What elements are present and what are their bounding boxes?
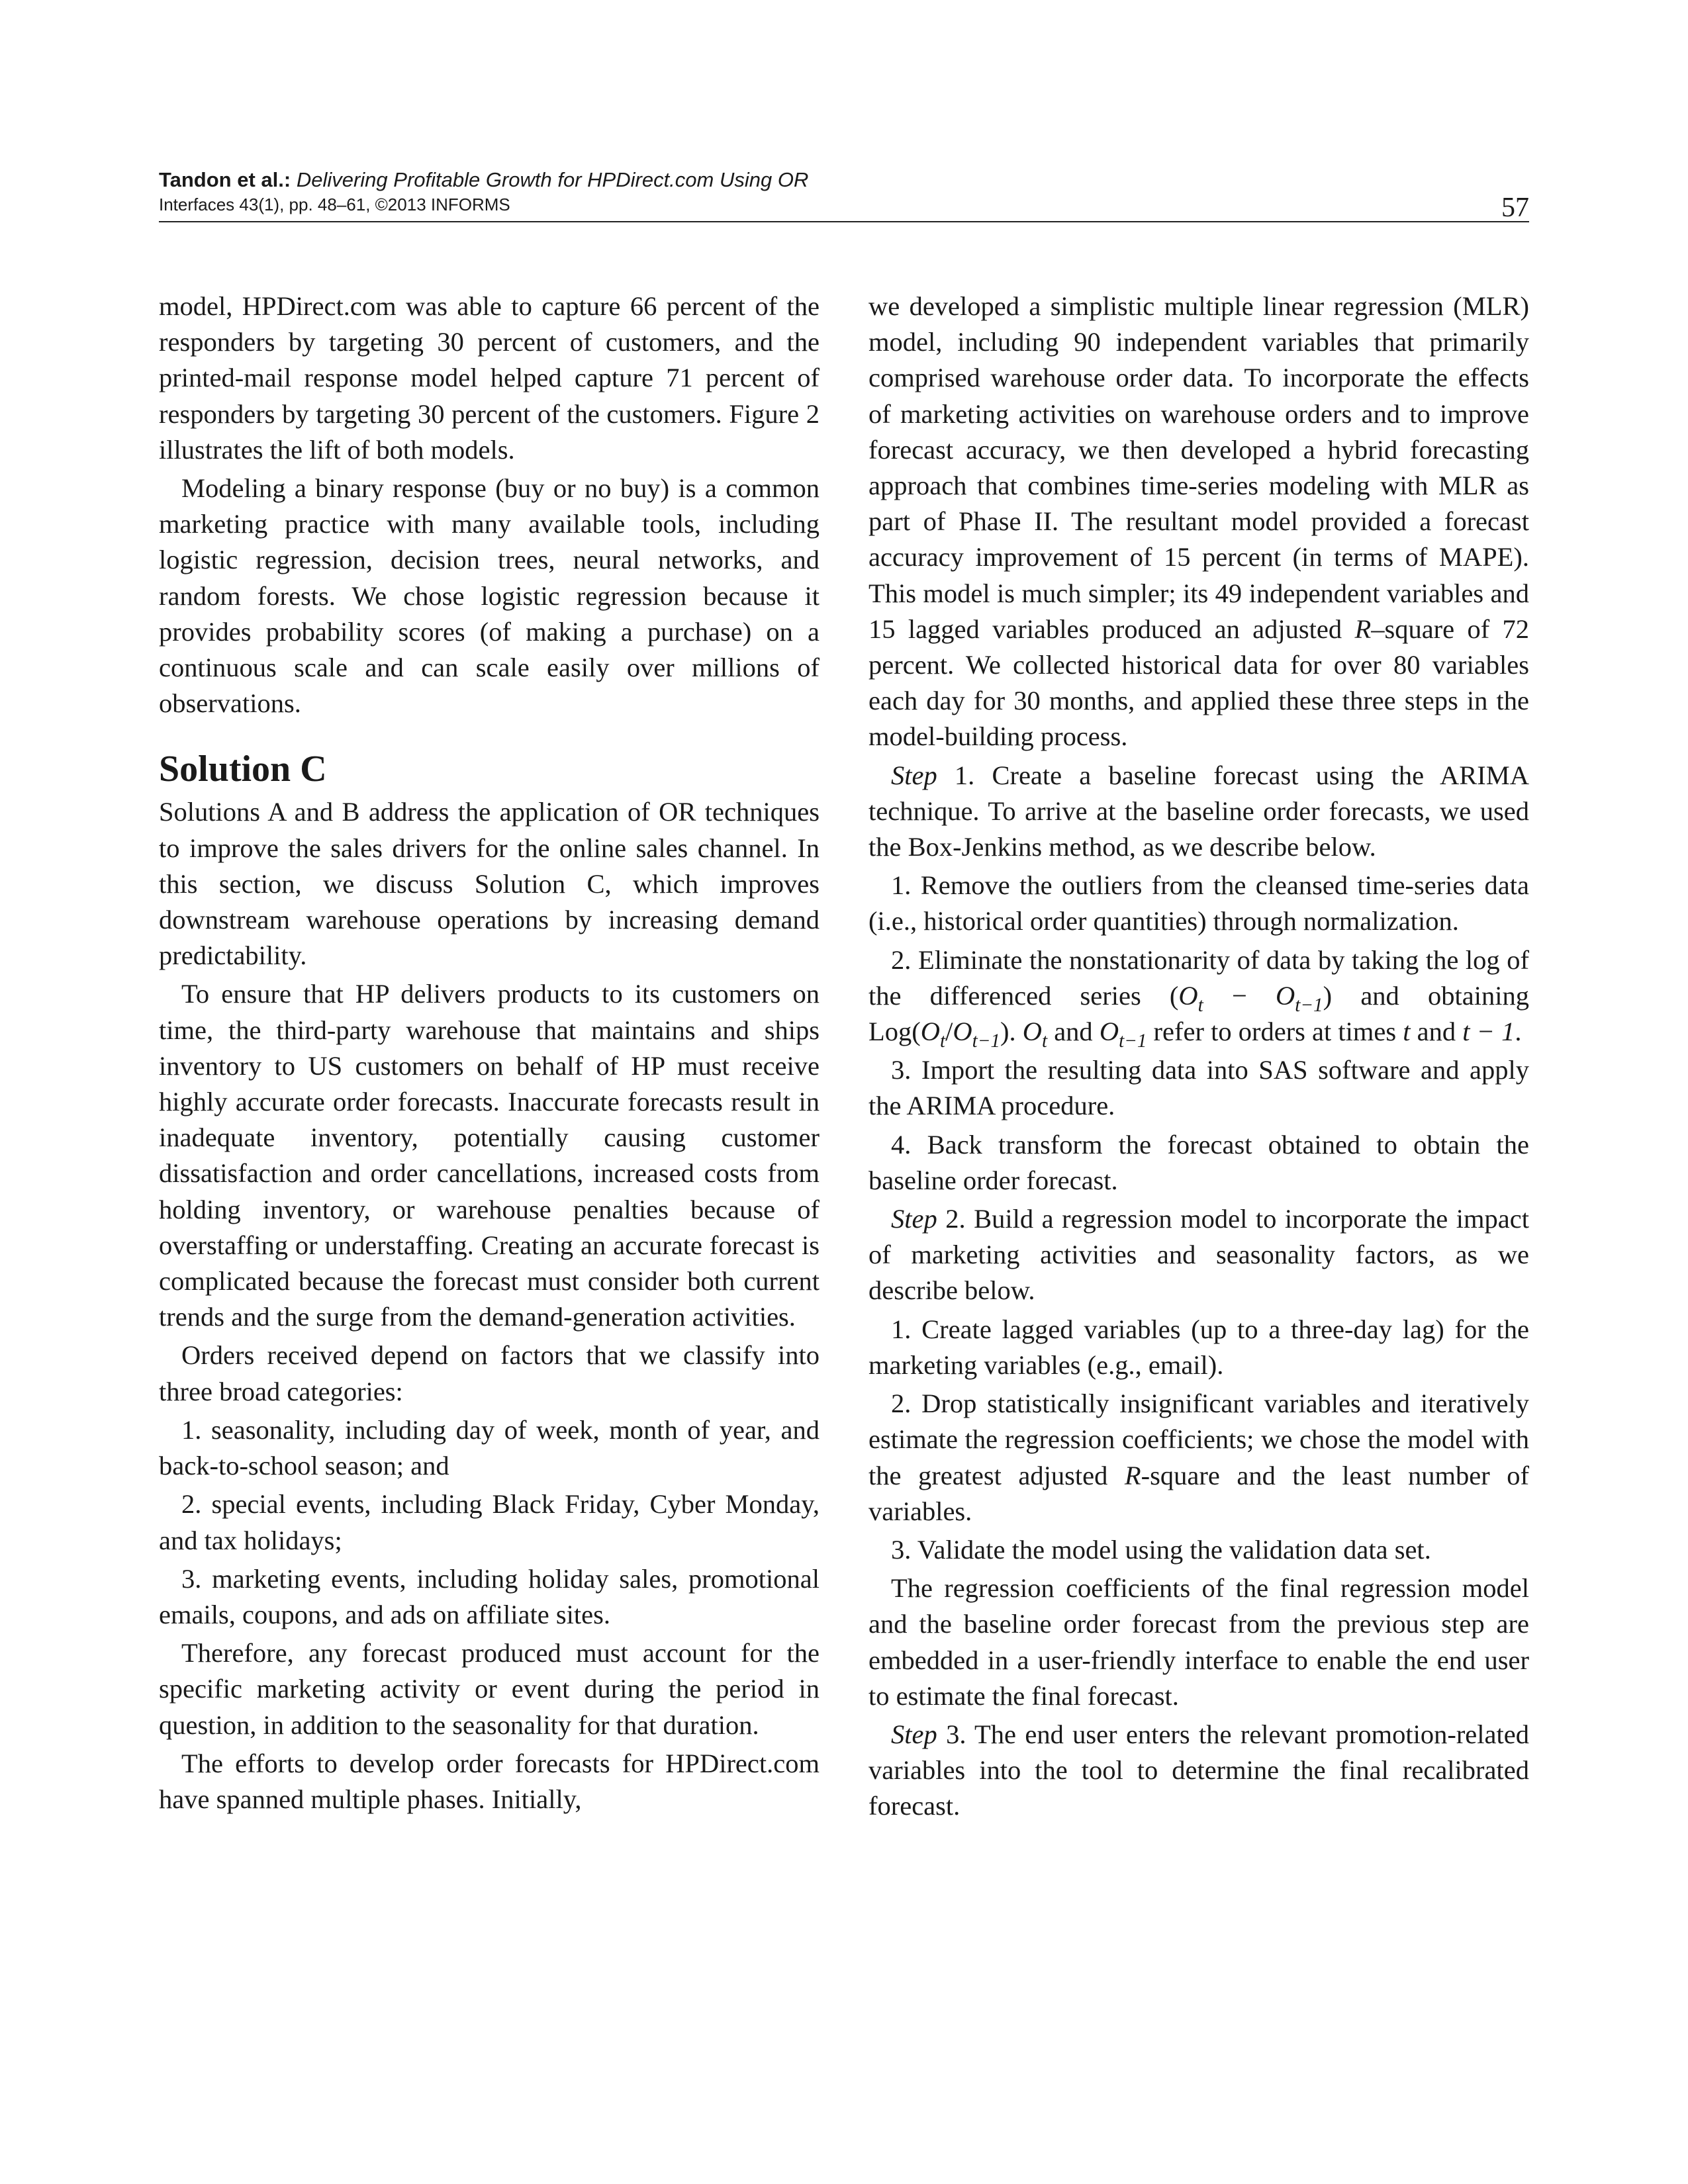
paragraph: model, HPDirect.com was able to capture 66 percent of the responders by targeting 30 percent of customers, and the printed-mail response model helped capture 71 percent of responders by targeting 30 percent of the customers. Figure 2 illustrates the lift of both models.	[159, 291, 820, 465]
step-3: Step 3. The end user enters the relevant promotion-related variables into the tool to determine the final recalibrated forecast.	[868, 1719, 1529, 1821]
paragraph: To ensure that HP delivers products to its customers on time, the third-party warehouse that maintains and ships inventory to US customers on behalf of HP must receive highly accurate order forecasts. Inaccurate forecasts result in inadequate inventory, potentially causing customer dissatisfaction and order cancellations, increased costs from holding inventory, or warehouse penalties because of overstaffing or understaffing. Creating an accurate forecast is complicated because the forecast must consider both current trends and the surge from the demand-generation activities.	[159, 979, 820, 1332]
step-2: Step 2. Build a regression model to incorporate the impact of marketing activities and seasonality factors, as we describe below.	[868, 1204, 1529, 1306]
right-column	[868, 289, 1529, 1825]
paragraph: Modeling a binary response (buy or no buy) is a common marketing practice with many available tools, including logistic regression, decision trees, neural networks, and random forests. We chose logistic regression because it provides probability scores (of making a purchase) on a continuous scale and can scale easily over millions of observations.	[159, 473, 820, 719]
list-item: 3. marketing events, including holiday sales, promotional emails, coupons, and ads on affiliate sites.	[159, 1563, 820, 1629]
running-head-authors: Tandon et al.:	[159, 168, 291, 191]
step-label: Step	[891, 1719, 937, 1749]
running-head-journal: Interfaces 43(1), pp. 48–61, ©2013 INFORMS	[159, 195, 510, 214]
list-item: 1. seasonality, including day of week, month of year, and back-to-school season; and	[159, 1414, 820, 1481]
list-item: 3. Import the resulting data into SAS software and apply the ARIMA procedure.	[868, 1055, 1529, 1121]
step-1: Step 1. Create a baseline forecast using the ARIMA technique. To arrive at the baseline order forecasts, we used the Box-Jenkins method, as we describe below.	[868, 760, 1529, 862]
paragraph: Orders received depend on factors that we classify into three broad categories:	[159, 1340, 820, 1406]
page-number: 57	[1501, 193, 1529, 223]
paragraph: we developed a simplistic multiple linear regression (MLR) model, including 90 independent variables that primarily comprised warehouse order data. To incorporate the effects of marketing activities on warehouse orders and to improve forecast accuracy, we then developed a hybrid forecasting approach that combines time-series modeling with MLR as part of Phase II. The resultant model provided a forecast accuracy improvement of 15 percent (in terms of MAPE). This model is much simpler; its 49 independent variables and 15 lagged variables produced an adjusted R–square of 72 percent. We collected historical data for over 80 variables each day for 30 months, and applied these three steps in the model-building process.	[868, 291, 1530, 752]
list-item: 2. special events, including Black Friday, Cyber Monday, and tax holidays;	[159, 1489, 820, 1555]
paragraph: Solutions A and B address the application of OR techniques to improve the sales drivers for the online sales channel. In this section, we discuss Solution C, which improves downstream warehouse operations by increasing demand predictability.	[159, 797, 820, 971]
left-column	[159, 289, 820, 1817]
paragraph: Therefore, any forecast produced must account for the specific marketing activity or event during the period in question, in addition to the seasonality for that duration.	[159, 1638, 820, 1740]
list-item: 2. Drop statistically insignificant variables and iteratively estimate the regression coefficients; we chose the model with the greatest adjusted R-square and the least number of variables.	[868, 1388, 1530, 1526]
running-head-citation	[159, 167, 1529, 193]
running-head-title: Delivering Profitable Growth for HPDirect.com Using OR	[296, 168, 809, 191]
paragraph: The efforts to develop order forecasts for HPDirect.com have spanned multiple phases. Initially,	[159, 1748, 820, 1814]
step-label: Step	[891, 760, 937, 790]
list-item: 4. Back transform the forecast obtained to obtain the baseline order forecast.	[868, 1129, 1529, 1195]
running-head	[159, 167, 1529, 223]
section-heading: Solution C	[159, 749, 327, 790]
list-item: 3. Validate the model using the validation data set.	[891, 1534, 1431, 1565]
list-item: 2. Eliminate the nonstationarity of data by taking the log of the differenced series $(O_t - O_{t-1})$ and obtaining $Log(O_t/O_{t-1})$. $O_t$ and $O_{t-1}$ refer to orders at times t and t − 1.	[868, 944, 1529, 1052]
paragraph: The regression coefficients of the final regression model and the baseline order forecast from the previous step are embedded in a user-friendly interface to enable the end user to estimate the final forecast.	[868, 1573, 1529, 1711]
step-label: Step	[891, 1204, 937, 1234]
header-rule	[159, 221, 1529, 222]
list-item: 1. Remove the outliers from the cleansed time-series data (i.e., historical order quantities) through normalization.	[868, 870, 1529, 936]
list-item: 1. Create lagged variables (up to a three-day lag) for the marketing variables (e.g., email).	[868, 1314, 1529, 1380]
